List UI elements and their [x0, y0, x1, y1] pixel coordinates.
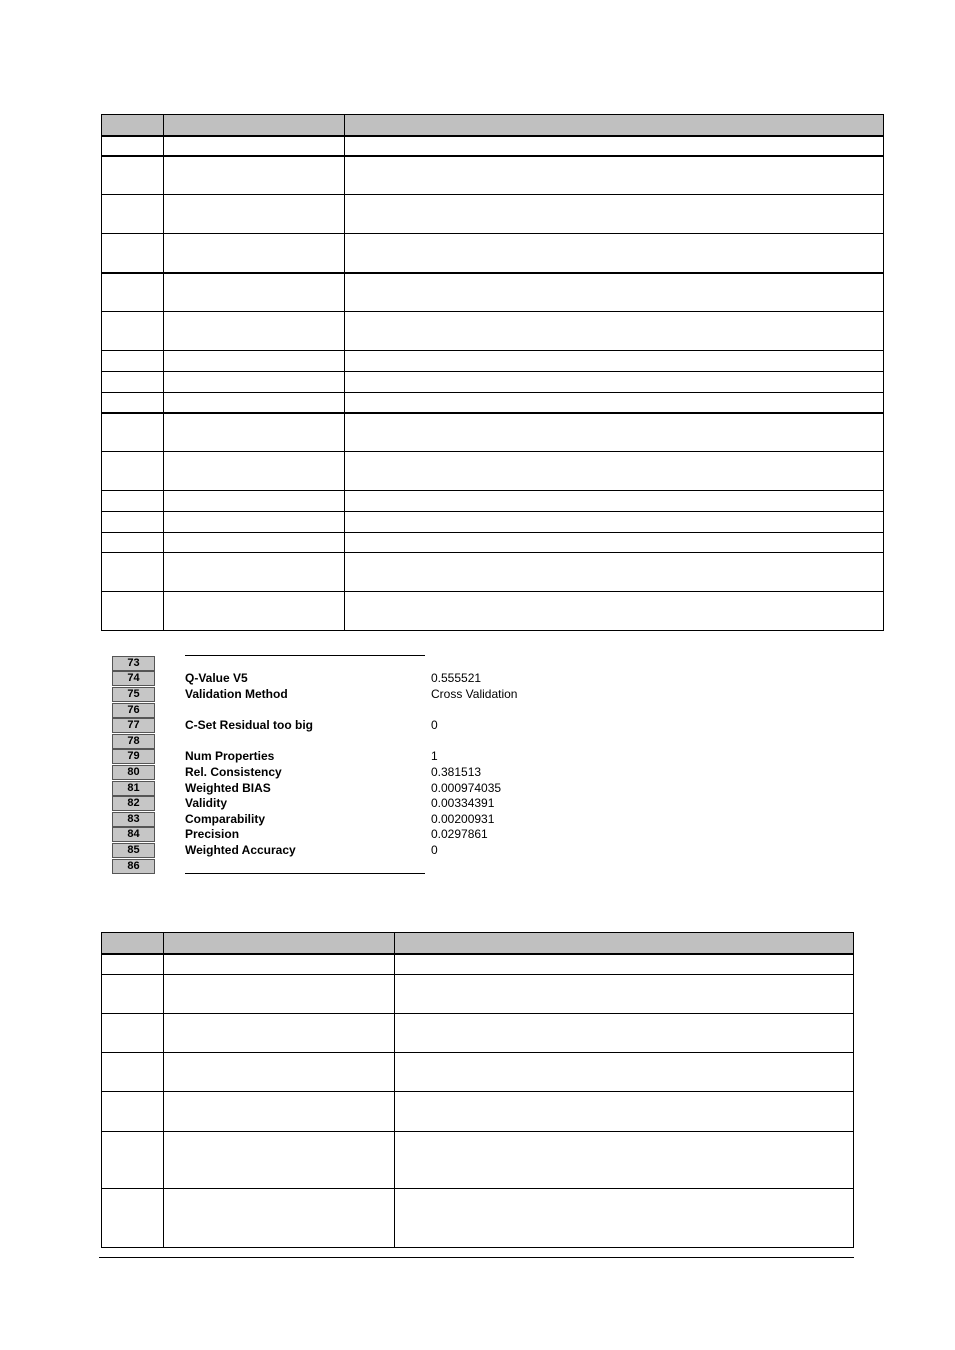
cell-value: 0.000974035: [431, 781, 502, 795]
row-number: 73: [112, 656, 155, 671]
table-row: [102, 975, 854, 1014]
bottom-border-line: [185, 873, 425, 874]
table-row: [102, 156, 884, 195]
table-row: [102, 1092, 854, 1132]
row-number: 85: [112, 843, 155, 858]
cell-label: Validity: [185, 796, 228, 810]
table-row: [102, 393, 884, 413]
cell-value: Cross Validation: [431, 687, 518, 701]
row-number: 76: [112, 703, 155, 718]
cell-label: Weighted BIAS: [185, 781, 271, 795]
spreadsheet-excerpt: [112, 655, 532, 877]
top-border-line: [185, 655, 425, 656]
table-row: [102, 234, 884, 273]
cell-label: Weighted Accuracy: [185, 843, 296, 857]
upper-table: [101, 114, 884, 631]
cell-value: 0.00200931: [431, 812, 495, 826]
cell-label: Comparability: [185, 812, 266, 826]
cell-label: Num Properties: [185, 749, 275, 763]
row-number: 86: [112, 859, 155, 874]
cell-value: 0.0297861: [431, 827, 488, 841]
table-row: [102, 592, 884, 631]
row-number: 74: [112, 671, 155, 686]
cell-value: 1: [431, 749, 438, 763]
cell-value: 0.381513: [431, 765, 482, 779]
table-row: [102, 136, 884, 156]
row-number: 77: [112, 718, 155, 733]
row-number: 83: [112, 812, 155, 827]
table-row: [102, 1053, 854, 1092]
row-number: 78: [112, 734, 155, 749]
cell-label: Rel. Consistency: [185, 765, 282, 779]
cell-label: Precision: [185, 827, 240, 841]
table-row: [102, 954, 854, 975]
cell-label: Q-Value V5: [185, 671, 248, 685]
cell-label: C-Set Residual too big: [185, 718, 314, 732]
footer-rule: [99, 1257, 854, 1258]
lower-table: [101, 932, 854, 1248]
table-row: [102, 1014, 854, 1053]
cell-value: 0: [431, 718, 438, 732]
table-row: [102, 312, 884, 351]
cell-label: Validation Method: [185, 687, 288, 701]
row-number: 75: [112, 687, 155, 702]
table-row: [102, 491, 884, 512]
cell-value: 0.555521: [431, 671, 482, 685]
table-row: [102, 452, 884, 491]
row-number: 81: [112, 781, 155, 796]
table-row: [102, 533, 884, 553]
table-row: [102, 195, 884, 234]
table-row: [102, 413, 884, 452]
cell-value: 0.00334391: [431, 796, 495, 810]
table-row: [102, 512, 884, 533]
row-number: 80: [112, 765, 155, 780]
table-row: [102, 1132, 854, 1189]
row-number: 82: [112, 796, 155, 811]
table-row: [102, 1189, 854, 1248]
row-number: 79: [112, 749, 155, 764]
table-row: [102, 351, 884, 372]
table-header-row: [102, 933, 854, 954]
row-number: 84: [112, 827, 155, 842]
table-row: [102, 273, 884, 312]
cell-value: 0: [431, 843, 438, 857]
table-header-row: [102, 115, 884, 136]
table-row: [102, 553, 884, 592]
table-row: [102, 372, 884, 393]
